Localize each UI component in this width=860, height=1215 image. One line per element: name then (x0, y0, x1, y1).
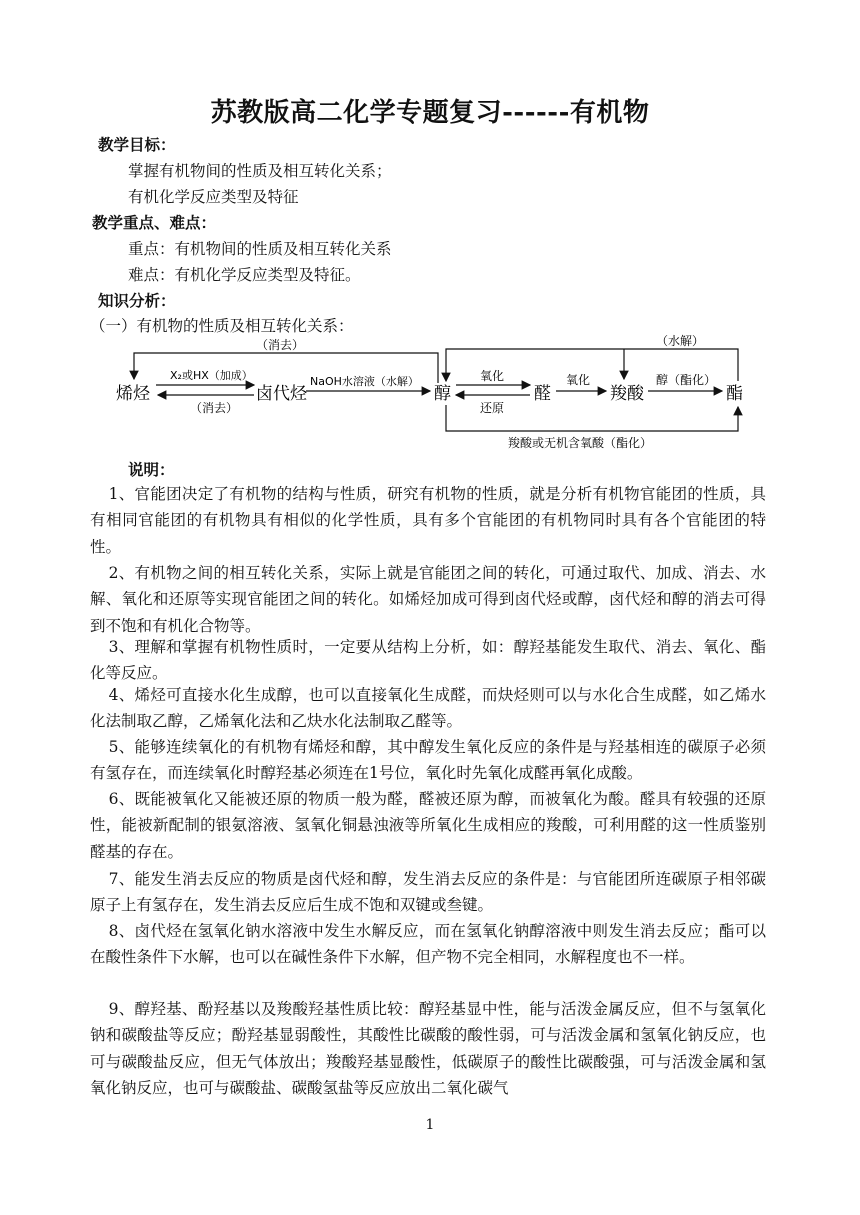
hydrolysis-label: （水解） (656, 334, 705, 348)
conversion-diagram (110, 333, 750, 453)
aldehyde-label: 醛 (534, 384, 551, 404)
oxidation2-label: 氧化 (566, 373, 591, 387)
key-point: 重点：有机物间的性质及相互转化关系 (128, 240, 392, 258)
objective-item: 有机化学反应类型及特征 (128, 188, 299, 206)
keypoints-heading: 教学重点、难点： (92, 213, 217, 232)
note-paragraph: 7、能发生消去反应的物质是卤代烃和醇，发生消去反应的条件是：与官能团所连碳原子相邻碳原子上有氢存在，发生消去反应后生成不饱和双键或叁键。 (90, 870, 766, 915)
oxidation1-label: 氧化 (480, 369, 505, 383)
acid-esterification-label: 羧酸或无机含氧酸（酯化） (508, 436, 653, 450)
note-paragraph: 3、理解和掌握有机物性质时，一定要从结构上分析，如：醇羟基能发生取代、消去、氧化、酯化等反应。 (90, 638, 766, 683)
difficult-point: 难点：有机化学反应类型及特征。 (128, 266, 361, 284)
subsection-heading: （一）有机物的性质及相互转化关系： (90, 317, 354, 335)
haloalkane-label: 卤代烃 (256, 384, 307, 404)
note-paragraph: 8、卤代烃在氢氧化钠水溶液中发生水解反应，而在氢氧化钠醇溶液中则发生消去反应；酯可以在酸性条件下水解，也可以在碱性条件下水解，但产物不完全相同，水解程度也不一样。 (90, 922, 766, 967)
ester-label: 酯 (726, 384, 743, 404)
elimination-top-label: （消去） (256, 338, 305, 352)
alkene-label: 烯烃 (116, 384, 150, 404)
objectives-heading: 教学目标： (98, 135, 176, 154)
alcohol-esterification-label: 醇（酯化） (656, 373, 717, 387)
addition-label: X₂或HX（加成） (170, 369, 253, 382)
reduction-label: 还原 (480, 401, 505, 415)
page-title: 苏教版高二化学专题复习------有机物 (210, 98, 650, 128)
acid-label: 羧酸 (610, 384, 644, 404)
notes-heading: 说明： (128, 460, 175, 479)
note-paragraph: 6、既能被氧化又能被还原的物质一般为醛，醛被还原为醇，而被氧化为酸。醛具有较强的还原性，能被新配制的银氨溶液、氢氧化铜悬浊液等所氧化生成相应的羧酸，可利用醛的这一性质鉴别醛基的存在。 (90, 790, 766, 861)
note-paragraph: 4、烯烃可直接水化生成醇，也可以直接氧化生成醛，而炔烃则可以与水化合生成醛，如乙烯水化法制取乙醇，乙烯氧化法和乙炔水化法制取乙醛等。 (90, 686, 766, 731)
analysis-heading: 知识分析： (98, 291, 176, 310)
objective-item: 掌握有机物间的性质及相互转化关系； (128, 162, 392, 180)
note-paragraph: 2、有机物之间的相互转化关系，实际上就是官能团之间的转化，可通过取代、加成、消去、水解、氧化和还原等实现官能团之间的转化。如烯烃加成可得到卤代烃或醇，卤代烃和醇的消去可得到不饱和有机化合物等。 (90, 564, 766, 635)
note-paragraph: 1、官能团决定了有机物的结构与性质，研究有机物的性质，就是分析有机物官能团的性质，具有相同官能团的有机物具有相似的化学性质，具有多个官能团的有机物同时具有各个官能团的特性。 (90, 485, 766, 556)
elimination-bottom-label: （消去） (190, 401, 239, 415)
note-paragraph: 5、能够连续氧化的有机物有烯烃和醇，其中醇发生氧化反应的条件是与羟基相连的碳原子必须有氢存在，而连续氧化时醇羟基必须连在1号位，氧化时先氧化成醛再氧化成酸。 (90, 738, 766, 783)
naoh-hydrolysis-label: NaOH水溶液（水解） (310, 375, 419, 388)
note-paragraph: 9、醇羟基、酚羟基以及羧酸羟基性质比较：醇羟基显中性，能与活泼金属反应，但不与氢氧化钠和碳酸盐等反应；酚羟基显弱酸性，其酸性比碳酸的酸性弱，可与活泼金属和氢氧化钠反应，也可与碳酸盐反应，但无气体放出；羧酸羟基显酸性，低碳原子的酸性比碳酸强，可与活泼金属和氢氧化钠反应，也可与碳酸盐、碳酸氢盐等反应放出二氧化碳气 (90, 1000, 766, 1097)
page-number: 1 (425, 1117, 435, 1133)
alcohol-label: 醇 (434, 384, 451, 404)
